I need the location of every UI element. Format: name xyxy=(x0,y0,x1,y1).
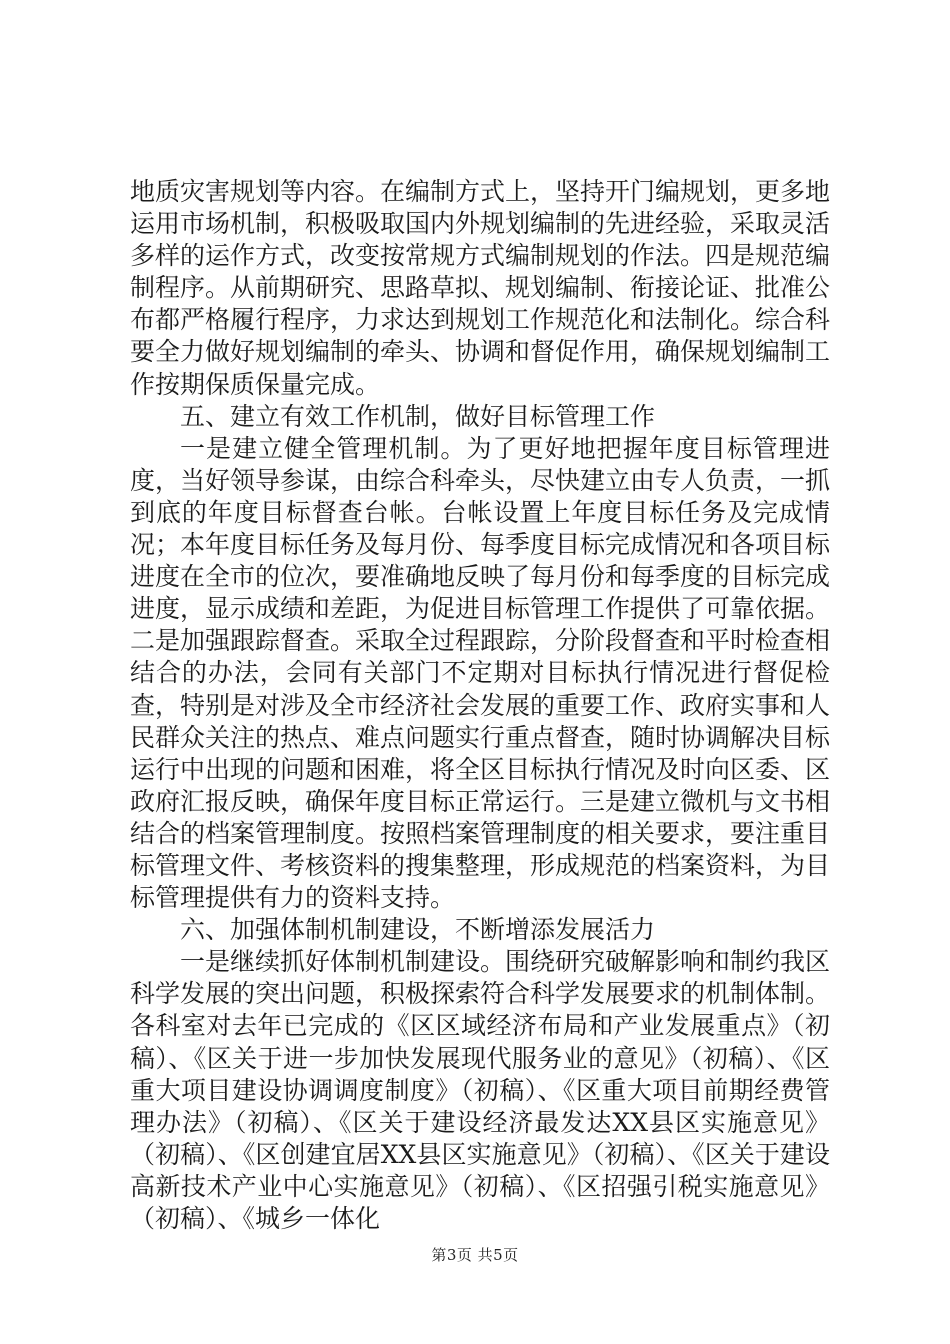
heading-section-five: 五、建立有效工作机制，做好目标管理工作 xyxy=(180,401,656,431)
paragraph-target-management: 一是建立健全管理机制。为了更好地把握年度目标管理进度，当好领导参谋，由综合科牵头，尽快建立由专人负责，一抓到底的年度目标督查台帐。台帐设置上年度目标任务及完成情况；本年度目标任务及每月份、每季度目标完成情况和各项目标进度在全市的位次，要准确地反映了每月份和每季度的目标完成进度，显示成绩和差距，为促进目标管理工作提供了可靠依据。二是加强跟踪督查。采取全过程跟踪，分阶段督查和平时检查相结合的办法，会同有关部门不定期对目标执行情况进行督促检查，特别是对涉及全市经济社会发展的重要工作、政府实事和人民群众关注的热点、难点问题实行重点督查，随时协调解决目标运行中出现的问题和困难，将全区目标执行情况及时向区委、区政府汇报反映，确保年度目标正常运行。三是建立微机与文书相结合的档案管理制度。按照档案管理制度的相关要求，要注重目标管理文件、考核资料的搜集整理，形成规范的档案资料，为目标管理提供有力的资料支持。 xyxy=(130,433,831,913)
paragraph-planning-content: 地质灾害规划等内容。在编制方式上，坚持开门编规划，更多地运用市场机制，积极吸取国内外规划编制的先进经验，采取灵活多样的运作方式，改变按常规方式编制规划的作法。四是规范编制程序。从前期研究、思路草拟、规划编制、衔接论证、批准公布都严格履行程序，力求达到规划工作规范化和法制化。综合科要全力做好规划编制的牵头、协调和督促作用，确保规划编制工作按期保质保量完成。 xyxy=(130,177,831,399)
page-number-footer: 第3页 共5页 xyxy=(431,1246,519,1264)
document-body xyxy=(130,176,830,1235)
paragraph-institutional-mechanism: 一是继续抓好体制机制建设。围绕研究破解影响和制约我区科学发展的突出问题，积极探索符合科学发展要求的机制体制。各科室对去年已完成的《区区域经济布局和产业发展重点》（初稿）、《区关于进一步加快发展现代服务业的意见》（初稿）、《区重大项目建设协调调度制度》（初稿）、《区重大项目前期经费管理办法》（初稿）、《区关于建设经济最发达XX县区实施意见》（初稿）、《区创建宜居XX县区实施意见》（初稿）、《区关于建设高新技术产业中心实施意见》（初稿）、《区招强引税实施意见》（初稿）、《城乡一体化 xyxy=(130,947,831,1233)
heading-section-six: 六、加强体制机制建设，不断增添发展活力 xyxy=(180,915,656,945)
